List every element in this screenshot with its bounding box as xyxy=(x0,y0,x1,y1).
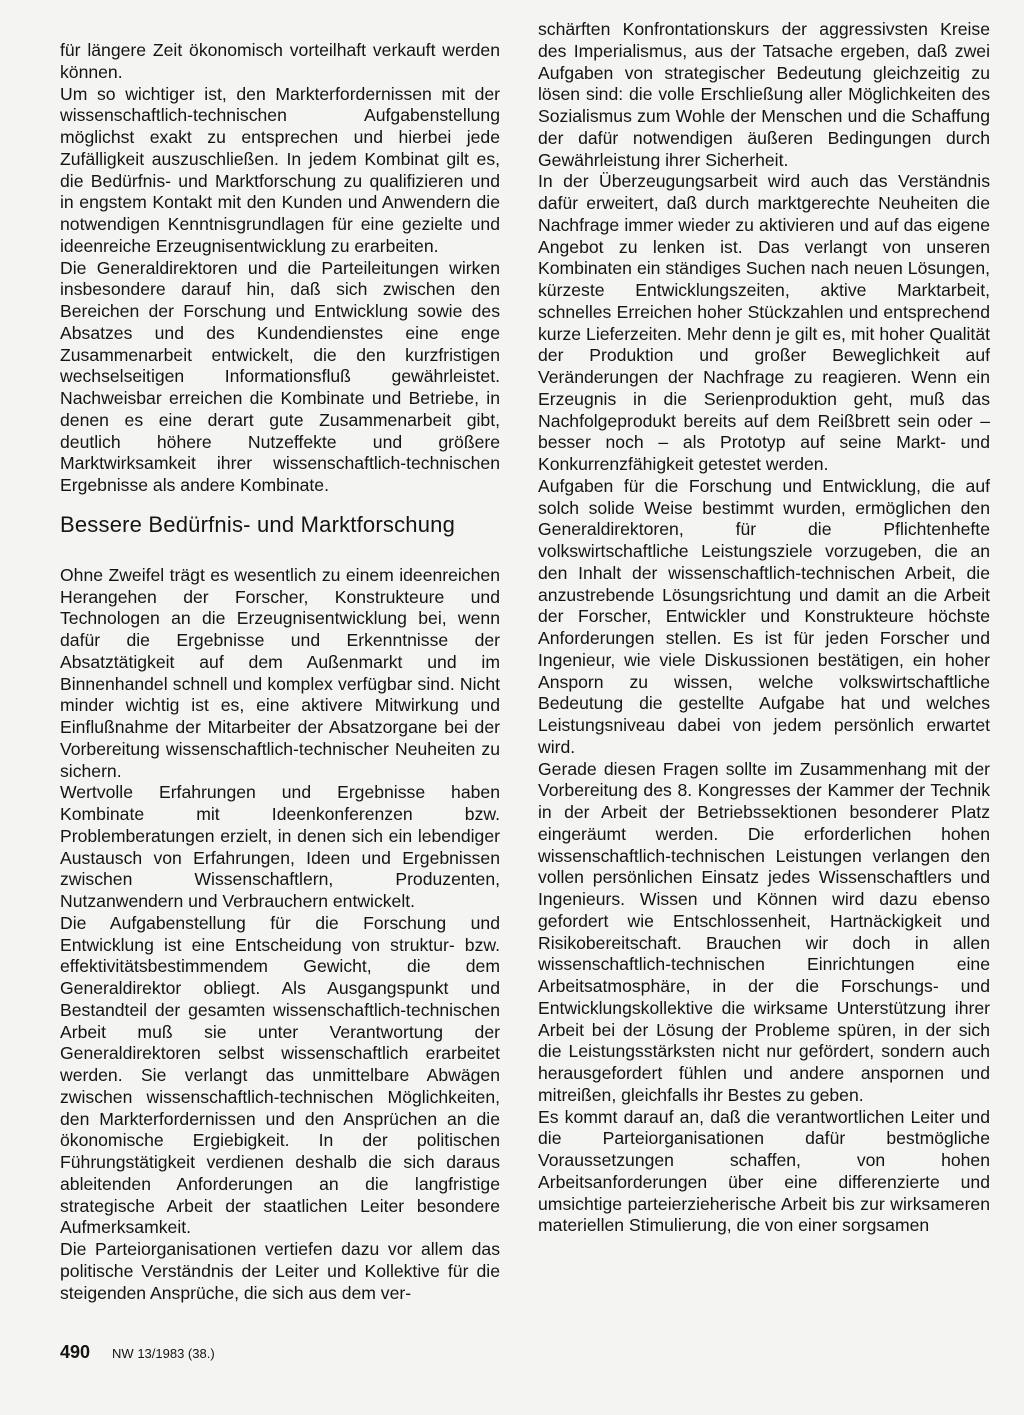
paragraph: Aufgaben für die Forschung und Entwicklung, die auf solch solide Weise bestimmt wurden, ermöglichen den Generaldirektoren, für die Pflichtenhefte volkswirtschaftliche Leistungsziele vorzugeben, die an den Inhalt der wissenschaftlich-technischen Arbeit, die anzustrebende Lösungsrichtung und damit an die Arbeit der Forscher, Entwickler und Konstrukteure höchste Anforderungen stellen. Es ist für jeden Forscher und Ingenieur, wie viele Diskussionen bestätigen, ein hoher Ansporn zu wissen, welche volkswirtschaftliche Bedeutung die gestellte Aufgabe hat und welches Leistungsniveau dabei von jedem persönlich erwartet wird. xyxy=(538,475,990,757)
paragraph: In der Überzeugungsarbeit wird auch das Verständnis dafür erweitert, daß durch marktgerechte Neuheiten die Nachfrage immer wieder zu aktivieren und auf das eigene Angebot zu lenken ist. Das verlangt von unseren Kombinaten ein ständiges Suchen nach neuen Lösungen, kürzeste Entwicklungszeiten, aktive Marktarbeit, schnelles Erreichen hoher Stückzahlen und entsprechend kurze Lieferzeiten. Mehr denn je gilt es, mit hoher Qualität der Produktion und großer Beweglichkeit auf Veränderungen der Nachfrage zu reagieren. Wenn ein Erzeugnis in die Serienproduktion geht, muß das Nachfolgeprodukt bereits auf dem Reißbrett sein oder – besser noch – als Prototyp auf seine Markt- und Konkurrenzfähigkeit getestet werden. xyxy=(538,171,990,474)
paragraph: schärften Konfrontationskurs der aggressivsten Kreise des Imperialismus, aus der Tatsache ergeben, daß zwei Aufgaben von strategischer Bedeutung gleichzeitig zu lösen sind: die volle Erschließung aller Möglichkeiten des Sozialismus zum Wohle der Menschen und die Schaffung der dafür notwendigen äußeren Bedingungen durch Gewährleistung ihrer Sicherheit. xyxy=(538,19,990,170)
paragraph: Die Generaldirektoren und die Parteileitungen wirken insbesondere darauf hin, daß sich zwischen den Bereichen der Forschung und Entwicklung sowie des Absatzes und des Kundendienstes eine enge Zusammenarbeit entwickelt, die den kurzfristigen wechselseitigen Informationsfluß gewährleistet. Nachweisbar erreichen die Kombinate und Betriebe, in denen es eine derart gute Zusammenarbeit gibt, deutlich höhere Nutzeffekte und größere Marktwirksamkeit ihrer wissenschaftlich-technischen Ergebnisse als andere Kombinate. xyxy=(60,257,500,495)
paragraph: Wertvolle Erfahrungen und Ergebnisse haben Kombinate mit Ideenkonferenzen bzw. Problemberatungen erzielt, in denen sich ein lebendiger Austausch von Erfahrungen, Ideen und Ergebnissen zwischen Wissenschaftlern, Produzenten, Nutzanwendern und Verbrauchern entwickelt. xyxy=(60,782,500,911)
left-column xyxy=(60,40,500,1304)
page-footer xyxy=(60,1342,215,1364)
right-column xyxy=(538,19,990,1237)
paragraph: Es kommt darauf an, daß die verantwortlichen Leiter und die Parteiorganisationen dafür bestmögliche Voraussetzungen schaffen, von hohen Arbeitsanforderungen über eine differenzierte und umsichtige parteierzieherische Arbeit bis zur wirksameren materiellen Stimulierung, die von einer sorgsamen xyxy=(538,1106,990,1236)
section-heading: Bessere Bedürfnis- und Marktforschung xyxy=(60,511,456,537)
paragraph: Die Parteiorganisationen vertiefen dazu vor allem das politische Verständnis der Leiter und Kollektive für die steigenden Ansprüche, die sich aus dem ver- xyxy=(60,1239,500,1303)
issue-reference: NW 13/1983 (38.) xyxy=(112,1346,215,1361)
paragraph: Um so wichtiger ist, den Markterfordernissen mit der wissenschaftlich-technischen Aufgabenstellung möglichst exakt zu entsprechen und hierbei jede Zufälligkeit auszuschließen. In jedem Kombinat gilt es, die Bedürfnis- und Marktforschung zu qualifizieren und in engstem Kontakt mit den Kunden und Anwendern die notwendigen Kenntnisgrundlagen für eine gezielte und ideenreiche Erzeugnisentwicklung zu erarbeiten. xyxy=(60,83,500,256)
page-number: 490 xyxy=(60,1342,91,1362)
paragraph: Ohne Zweifel trägt es wesentlich zu einem ideenreichen Herangehen der Forscher, Konstrukteure und Technologen an die Erzeugnisentwicklung bei, wenn dafür die Ergebnisse und Erkenntnisse der Absatztätigkeit auf dem Außenmarkt und im Binnenhandel schnell und komplex verfügbar sind. Nicht minder wichtig ist es, eine aktivere Mitwirkung und Einflußnahme der Mitarbeiter der Absatzorgane bei der Vorbereitung wissenschaftlich-technischer Neuheiten zu sichern. xyxy=(60,564,500,781)
paragraph: Die Aufgabenstellung für die Forschung und Entwicklung ist eine Entscheidung von struktur- bzw. effektivitätsbestimmendem Gewicht, die dem Generaldirektor obliegt. Als Ausgangspunkt und Bestandteil der gesamten wissenschaftlich-technischen Arbeit muß sie unter Verantwortung der Generaldirektoren selbst wissenschaftlich erarbeitet werden. Sie verlangt das unmittelbare Abwägen zwischen wissenschaftlich-technischen Möglichkeiten, den Markterfordernissen und den Ansprüchen an die ökonomische Ergiebigkeit. In der politischen Führungstätigkeit verdienen deshalb die sich daraus ableitenden Anforderungen an die langfristige strategische Arbeit der staatlichen Leiter besondere Aufmerksamkeit. xyxy=(60,912,500,1238)
paragraph: für längere Zeit ökonomisch vorteilhaft verkauft werden können. xyxy=(60,40,500,82)
paragraph: Gerade diesen Fragen sollte im Zusammenhang mit der Vorbereitung des 8. Kongresses der Kammer der Technik in der Arbeit der Betriebssektionen besonderer Platz eingeräumt werden. Die erforderlichen hohen wissenschaftlich-technischen Leistungen verlangen den vollen persönlichen Einsatz jedes Wissenschaftlers und Ingenieurs. Wissen und Können wird dazu ebenso gefordert wie Entschlossenheit, Hartnäckigkeit und Risikobereitschaft. Brauchen wir doch in allen wissenschaftlich-technischen Einrichtungen eine Arbeitsatmosphäre, in der die Forschungs- und Entwicklungskollektive die wirksame Unterstützung ihrer Arbeit bei der Lösung der Probleme spüren, in der sich die Leistungsstärksten nicht nur gefördert, sondern auch herausgefordert fühlen und andere anspornen und mitreißen, gleichfalls ihr Bestes zu geben. xyxy=(538,758,990,1105)
